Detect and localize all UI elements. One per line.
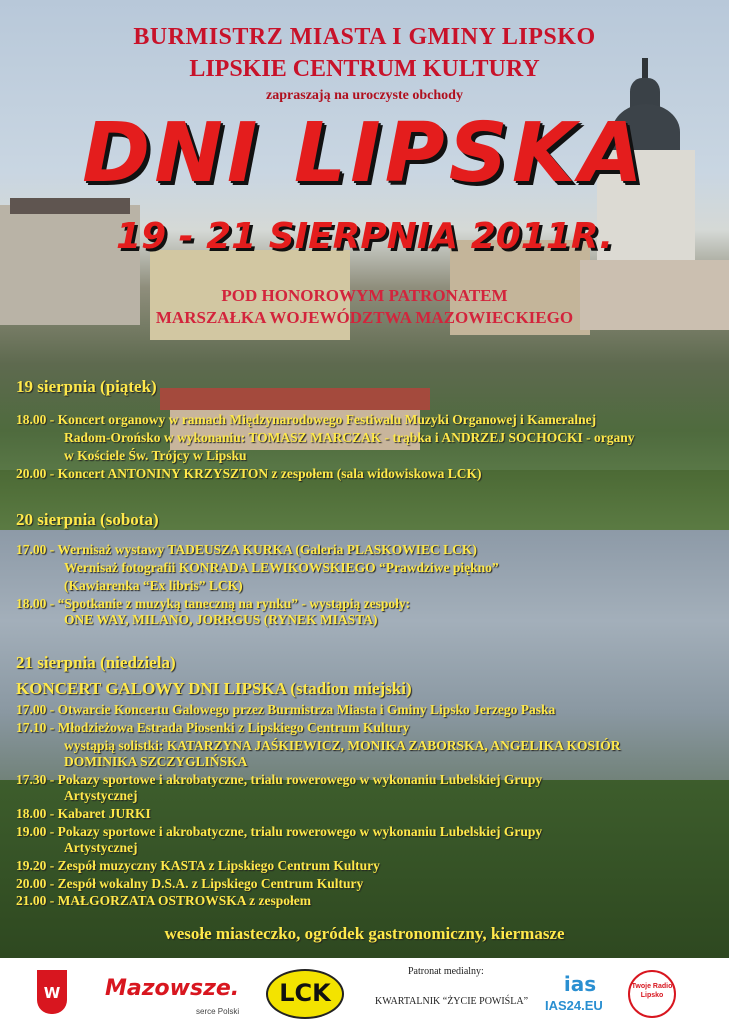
schedule-line: 18.00 - “Spotkanie z muzyką taneczną na rynku” - wystąpią zespoły: <box>16 596 411 611</box>
schedule-line: wystąpią solistki: KATARZYNA JAŚKIEWICZ, MONIKA ZABORSKA, ANGELIKA KOSIÓR <box>64 738 621 753</box>
schedule-line: Artystycznej <box>64 788 138 803</box>
day3-heading: 21 sierpnia (niedziela) <box>16 653 176 672</box>
day2-heading: 20 sierpnia (sobota) <box>16 510 159 529</box>
media-patronage-label: Patronat medialny: <box>408 966 484 977</box>
schedule-line: ONE WAY, MILANO, JORRGUS (RYNEK MIASTA) <box>64 612 378 627</box>
mazowsze-tagline: serce Polski <box>196 1007 240 1016</box>
schedule-line: 20.00 - Koncert ANTONINY KRZYSZTON z zespołem (sala widowiskowa LCK) <box>16 466 482 481</box>
radio-lipsko-logo <box>628 970 676 1018</box>
schedule-line: 17.00 - Otwarcie Koncertu Galowego przez Burmistrza Miasta i Gminy Lipsko Jerzego Paska <box>16 702 556 717</box>
ias-site-text: IAS24.EU <box>545 998 603 1013</box>
schedule-line: 17.00 - Wernisaż wystawy TADEUSZA KURKA (Galeria PLASKOWIEC LCK) <box>16 542 477 557</box>
lck-logo <box>266 969 344 1019</box>
event-dates: 19 - 21 SIERPNIA 2011R. <box>116 216 613 257</box>
radio-logo-text <box>630 982 674 1000</box>
schedule-line: Radom-Orońsko w wykonaniu: TOMASZ MARCZAK - trąbka i ANDRZEJ SOCHOCKI - organy <box>64 430 635 445</box>
sponsor-logos-bar <box>0 958 729 1024</box>
event-title: DNI LIPSKA <box>82 106 647 201</box>
schedule-line: 17.30 - Pokazy sportowe i akrobatyczne, trialu rowerowego w wykonaniu Lubelskiej Grupy <box>16 772 543 787</box>
roof <box>160 388 430 410</box>
schedule-line: 19.20 - Zespół muzyczny KASTA z Lipskiego Centrum Kultury <box>16 858 380 873</box>
schedule-line: 17.10 - Młodzieżowa Estrada Piosenki z Lipskiego Centrum Kultury <box>16 720 410 735</box>
schedule-line: DOMINIKA SZCZYGLIŃSKA <box>64 754 248 769</box>
kwartalnik-logo: KWARTALNIK “ŻYCIE POWIŚLA” <box>375 996 529 1007</box>
day1-heading: 19 sierpnia (piątek) <box>16 377 157 396</box>
schedule-line: 18.00 - Kabaret JURKI <box>16 806 151 821</box>
radio-line-2: Lipsko <box>640 992 664 999</box>
invitation-text: zapraszają na uroczyste obchody <box>266 88 463 103</box>
schedule-line: Wernisaż fotografii KONRADA LEWIKOWSKIEGO “Prawdziwe piękno” <box>64 560 499 575</box>
schedule-line: w Kościele Św. Trójcy w Lipsku <box>64 448 247 463</box>
attractions-text: wesołe miasteczko, ogródek gastronomiczny, kiermasze <box>164 924 565 943</box>
schedule-line: (Kawiarenka “Ex libris” LCK) <box>64 578 243 593</box>
patronage-line-1: POD HONOROWYM PATRONATEM <box>221 286 508 305</box>
radio-line-1: Twoje Radio <box>631 983 673 990</box>
schedule-line: 19.00 - Pokazy sportowe i akrobatyczne, trialu rowerowego w wykonaniu Lubelskiej Grupy <box>16 824 543 839</box>
schedule-line: Artystycznej <box>64 840 138 855</box>
schedule-line: 21.00 - MAŁGORZATA OSTROWSKA z zespołem <box>16 893 312 908</box>
coat-of-arms-logo <box>37 970 67 1014</box>
schedule-line: 20.00 - Zespół wokalny D.S.A. z Lipskiego Centrum Kultury <box>16 876 364 891</box>
organizer-line-1: BURMISTRZ MIASTA I GMINY LIPSKO <box>133 24 596 50</box>
shield-letter: W <box>43 984 61 1002</box>
schedule-line: 18.00 - Koncert organowy w ramach Międzynarodowego Festiwalu Muzyki Organowej i Kameralnej <box>16 412 597 427</box>
organizer-line-2: LIPSKIE CENTRUM KULTURY <box>189 56 540 82</box>
gala-concert-heading: KONCERT GALOWY DNI LIPSKA (stadion miejski) <box>16 679 412 698</box>
mazowsze-logo: Mazowsze. <box>105 976 240 1001</box>
ias-logo: ias <box>563 972 597 996</box>
lck-logo-text: LCK <box>279 979 331 1007</box>
patronage-line-2: MARSZAŁKA WOJEWÓDZTWA MAZOWIECKIEGO <box>155 308 574 327</box>
